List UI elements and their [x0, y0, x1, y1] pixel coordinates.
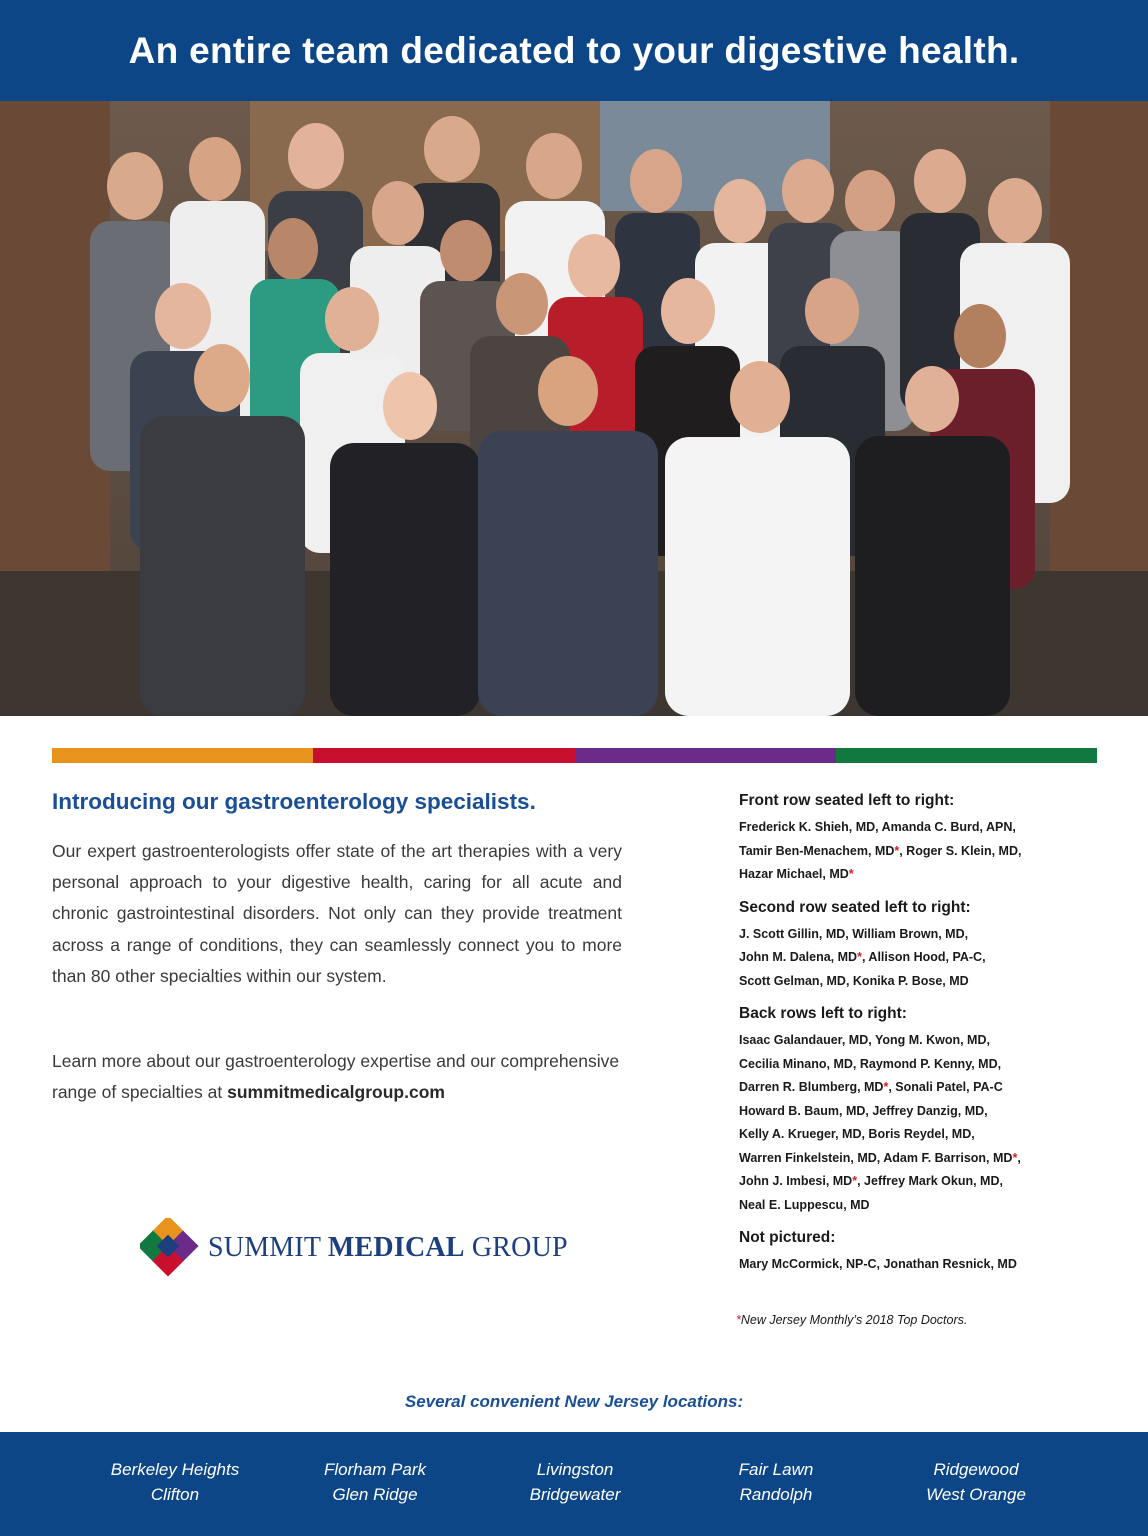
roster-line: Isaac Galandauer, MD, Yong M. Kwon, MD,	[739, 1033, 990, 1047]
top-doctors-footnote	[736, 1313, 967, 1327]
roster-line: John M. Dalena, MD*, Allison Hood, PA-C,	[739, 950, 986, 964]
intro-body: Our expert gastroenterologists offer state of the art therapies with a very personal approach to your digestive health, caring for all acute and chronic gastrointestinal disorders. Not only can they provide treatment across a range of conditions, they can seamlessly connect you to more than 80 other specialties within our system.	[52, 841, 622, 986]
location-name: Clifton	[150, 1485, 200, 1504]
roster-line: Mary McCormick, NP-C, Jonathan Resnick, MD	[739, 1257, 1017, 1271]
intro-heading: Introducing our gastroenterology specialists.	[52, 789, 536, 814]
location-column	[876, 1457, 1076, 1507]
location-name: West Orange	[926, 1485, 1026, 1504]
roster-line: Howard B. Baum, MD, Jeffrey Danzig, MD,	[739, 1103, 988, 1118]
roster-heading: Front row seated left to right:	[739, 792, 955, 809]
logo-word-summit: SUMMIT	[208, 1232, 328, 1263]
roster-line: Hazar Michael, MD*	[739, 867, 854, 881]
color-bar-red	[313, 748, 574, 763]
roster-line: Frederick K. Shieh, MD, Amanda C. Burd, APN,	[739, 820, 1016, 834]
roster-heading: Back rows left to right:	[739, 1005, 907, 1022]
roster-line: Kelly A. Krueger, MD, Boris Reydel, MD,	[739, 1127, 975, 1141]
location-name: Ridgewood	[933, 1460, 1019, 1479]
footnote-text: New Jersey Monthly’s 2018 Top Doctors.	[740, 1313, 968, 1327]
roster-line: Neal E. Luppescu, MD	[739, 1197, 870, 1212]
roster-line: Cecilia Minano, MD, Raymond P. Kenny, MD,	[739, 1056, 1002, 1071]
roster-line: Scott Gelman, MD, Konika P. Bose, MD	[739, 973, 969, 988]
team-photo-illustration	[0, 101, 1148, 716]
roster-not-pictured	[739, 1229, 1109, 1277]
roster-line: Darren R. Blumberg, MD*, Sonali Patel, PA-C	[739, 1080, 1003, 1094]
locations-title: Several convenient New Jersey locations:	[404, 1392, 744, 1411]
website-link[interactable]: summitmedicalgroup.com	[227, 1082, 445, 1103]
color-bar-green	[836, 748, 1097, 763]
roster-line: J. Scott Gillin, MD, William Brown, MD,	[739, 926, 969, 941]
location-column	[75, 1457, 275, 1507]
roster-back-rows	[739, 1005, 1109, 1217]
location-name: Berkeley Heights	[110, 1460, 240, 1479]
learn-more-lead: Learn more about our gastroenterology expertise and our comprehensive range of specialties at	[52, 1051, 620, 1103]
location-name: Livingston	[536, 1460, 614, 1479]
roster-heading: Not pictured:	[739, 1229, 836, 1246]
roster-front-row	[739, 792, 1109, 887]
learn-more-text	[52, 1046, 642, 1108]
logo-word-group: GROUP	[464, 1232, 568, 1263]
roster-second-row	[739, 899, 1109, 994]
banner-title: An entire team dedicated to your digestive health.	[128, 29, 1020, 71]
roster-line: Warren Finkelstein, MD, Adam F. Barrison, MD*,	[739, 1150, 1021, 1165]
location-name: Glen Ridge	[332, 1485, 418, 1504]
location-column	[275, 1457, 475, 1507]
location-column	[676, 1457, 876, 1507]
roster-line: John J. Imbesi, MD*, Jeffrey Mark Okun, MD,	[739, 1174, 1003, 1188]
roster-line: Tamir Ben-Menachem, MD*, Roger S. Klein, MD,	[739, 843, 1022, 858]
location-name: Fair Lawn	[738, 1460, 814, 1479]
color-accent-bar	[52, 748, 1097, 763]
color-bar-orange	[52, 748, 313, 763]
location-column	[475, 1457, 675, 1507]
location-name: Florham Park	[323, 1460, 427, 1479]
color-bar-purple	[575, 748, 836, 763]
logo-word-medical: MEDICAL	[327, 1232, 465, 1263]
top-banner	[0, 0, 1148, 101]
logo-wordmark	[208, 1232, 568, 1264]
footnote-star: *	[736, 1313, 741, 1327]
location-name: Randolph	[739, 1485, 813, 1504]
team-roster	[739, 792, 1109, 1289]
team-group-photo	[0, 101, 1148, 716]
summit-diamond-logo-icon	[140, 1218, 200, 1278]
location-name: Bridgewater	[529, 1485, 621, 1504]
summit-medical-group-logo	[140, 1218, 568, 1278]
roster-heading: Second row seated left to right:	[739, 898, 971, 916]
